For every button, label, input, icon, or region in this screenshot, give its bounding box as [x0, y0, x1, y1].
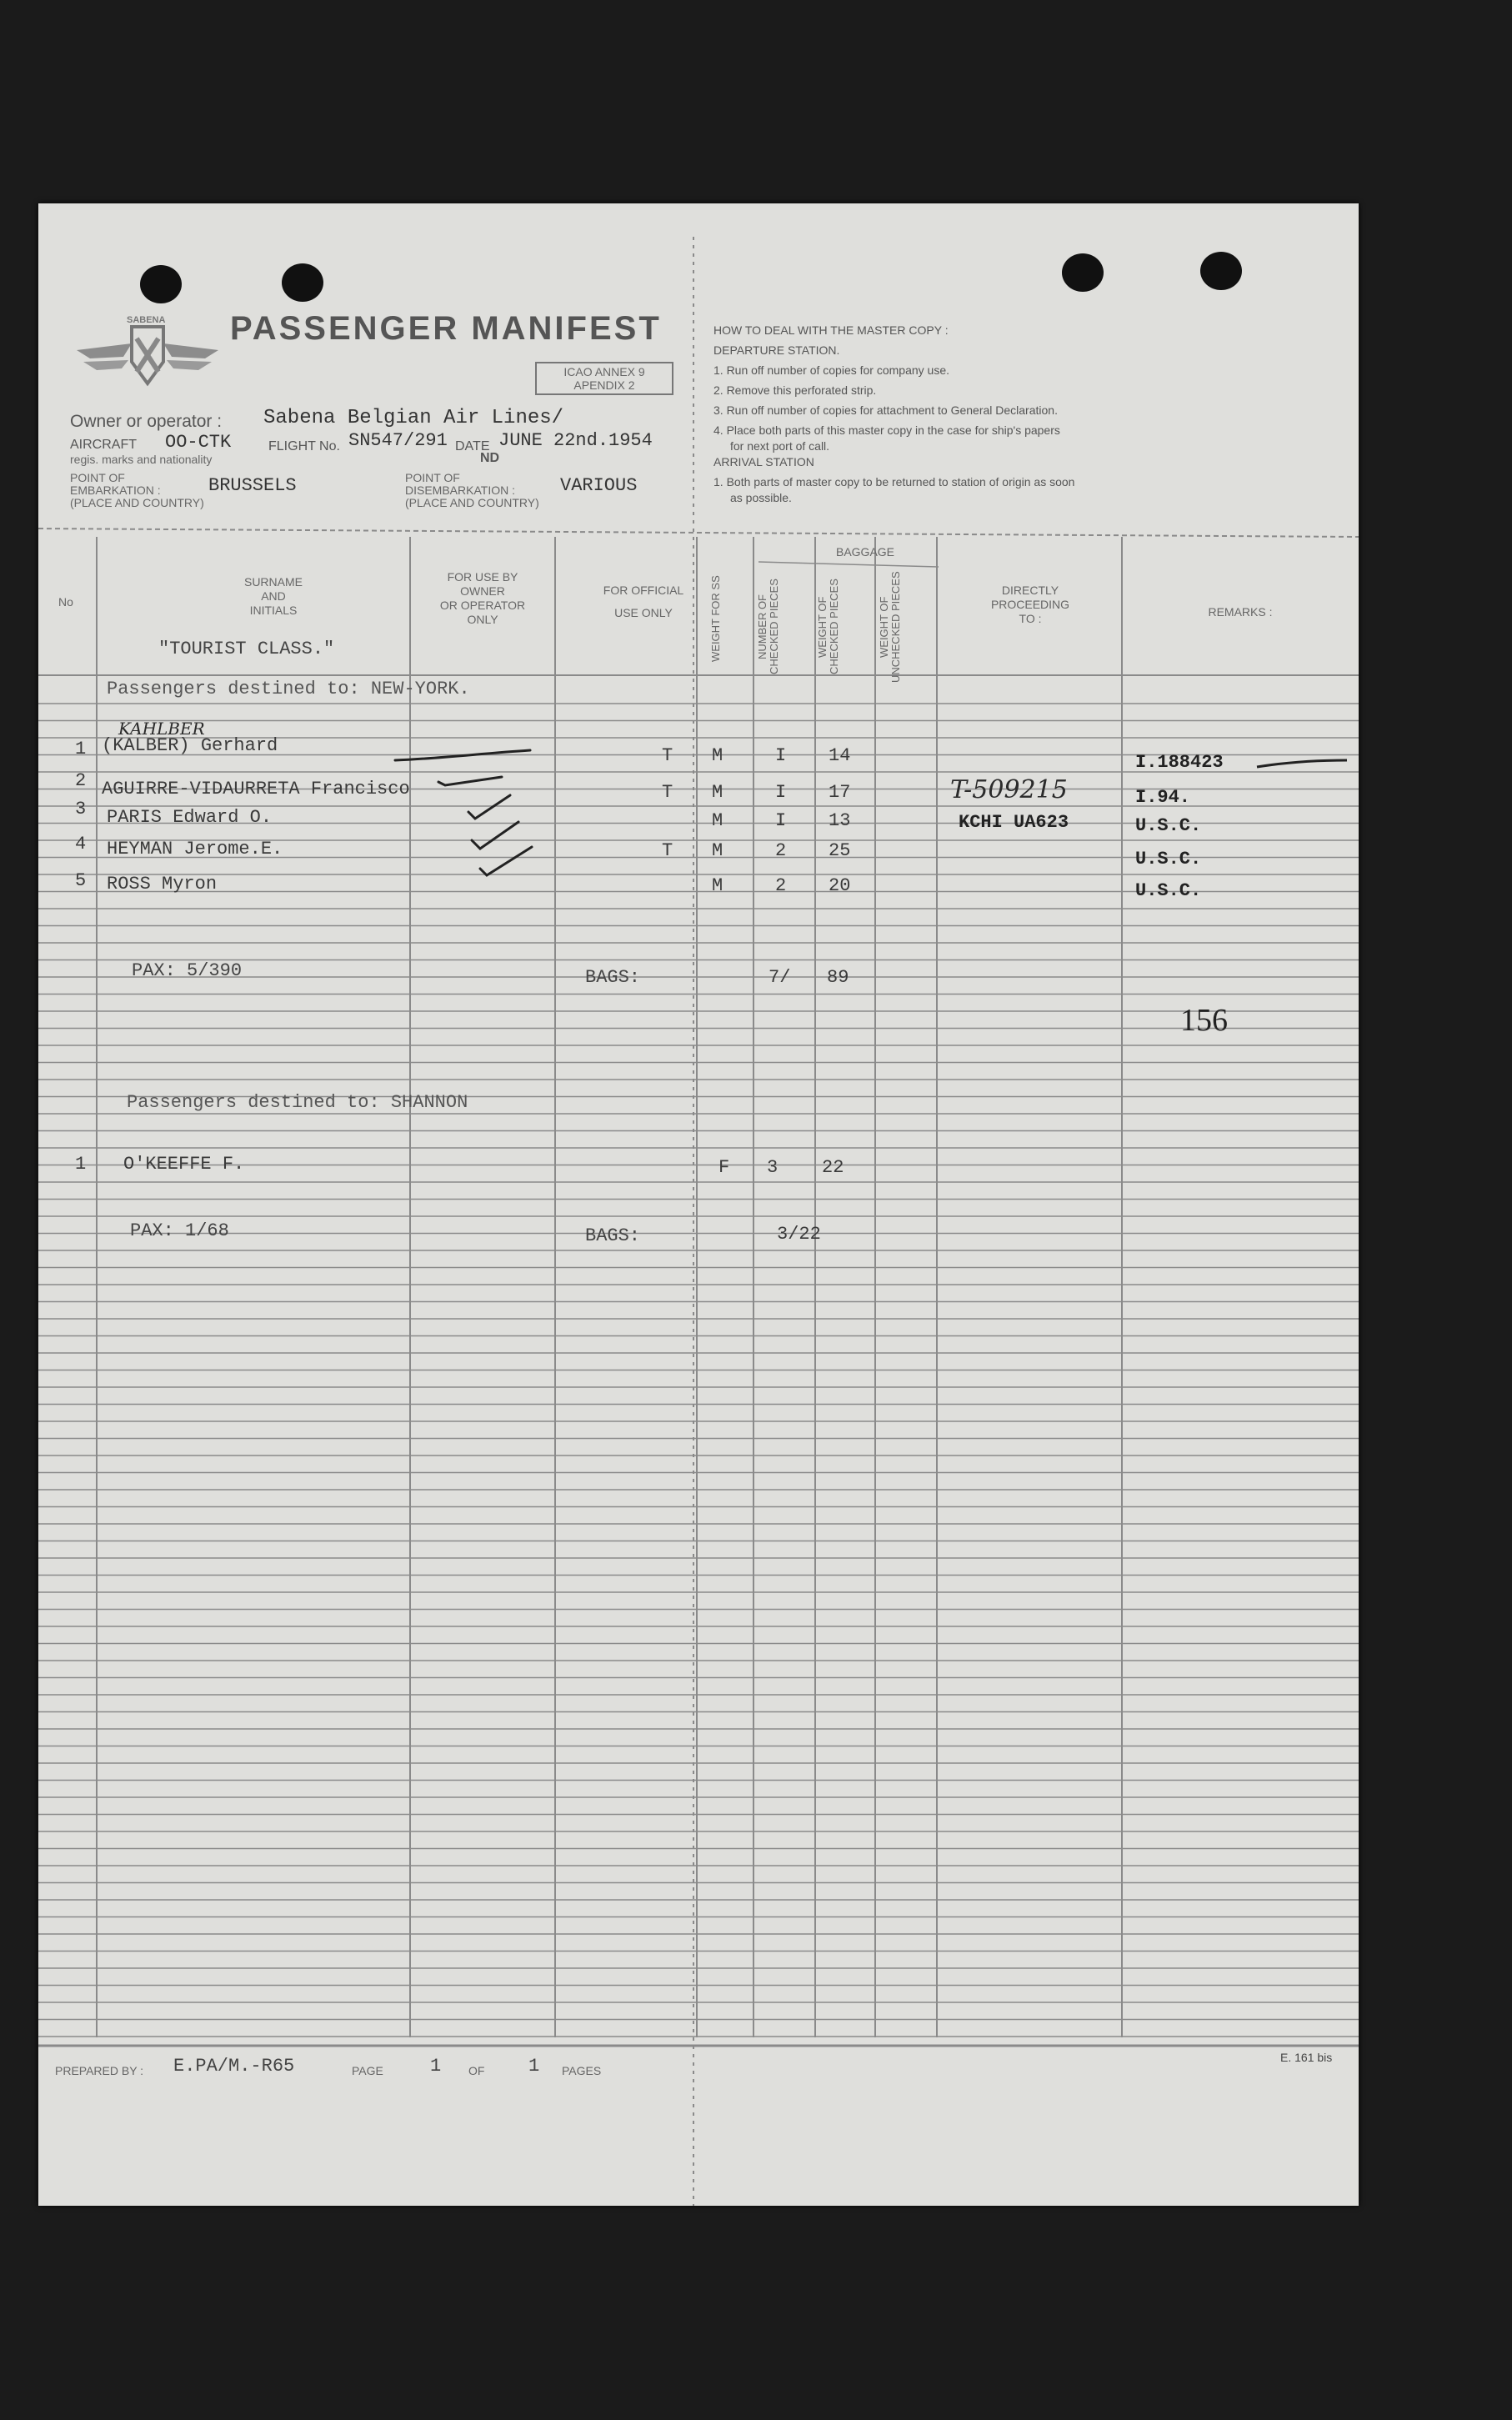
disembark-label-1: POINT OF	[405, 471, 460, 484]
row-name: PARIS Edward O.	[107, 807, 273, 828]
col-header-surname-3: INITIALS	[249, 604, 298, 617]
remark-underline	[1255, 754, 1355, 774]
row-weight: 22	[822, 1157, 844, 1178]
embark-label	[70, 472, 204, 509]
col-header-directly	[937, 584, 1124, 626]
col-header-official-1: FOR OFFICIAL	[603, 584, 684, 597]
instruction-line: 1. Both parts of master copy to be returned to station of origin as soon	[713, 475, 1075, 489]
col-header-weight: WEIGHT FOR SS	[709, 575, 722, 662]
col-header-directly-3: TO :	[1019, 612, 1042, 625]
of-label: OF	[468, 2064, 485, 2077]
embark-label-3: (PLACE AND COUNTRY)	[70, 496, 204, 509]
row-no: 1	[75, 739, 87, 759]
row-weight: 14	[829, 745, 851, 766]
instruction-line: as possible.	[730, 491, 792, 504]
check-marks	[347, 725, 563, 892]
row-pieces: I	[775, 810, 787, 831]
row-pieces: 2	[775, 875, 787, 896]
col-header-surname-2: AND	[261, 589, 286, 603]
col-header-owner-use-1: FOR USE BY	[447, 570, 518, 584]
instruction-line: 1. Run off number of copies for company use.	[713, 363, 950, 377]
row-name: ROSS Myron	[107, 874, 218, 894]
bags-weight: 89	[827, 967, 849, 988]
disembark-label	[405, 472, 539, 509]
embark-label-1: POINT OF	[70, 471, 125, 484]
manifest-sheet	[38, 203, 1359, 2206]
aircraft-value: OO-CTK	[165, 432, 232, 453]
form-code: E. 161 bis	[1280, 2051, 1333, 2064]
row-pieces: 3	[767, 1157, 779, 1178]
row-sex: M	[712, 875, 723, 896]
row-remark: I.188423	[1135, 752, 1224, 773]
row-pieces: I	[775, 782, 787, 803]
date-value: JUNE 22nd.1954	[498, 430, 653, 451]
row-weight: 13	[829, 810, 851, 831]
col-header-official	[555, 584, 732, 620]
bags-total: 3/22	[777, 1224, 821, 1245]
row-weight: 25	[829, 840, 851, 861]
row-class: T	[662, 840, 673, 861]
bags-pieces: 7/	[769, 967, 791, 988]
row-sex: M	[712, 782, 723, 803]
col-header-checked-weight: WEIGHT OF CHECKED PIECES	[816, 579, 840, 675]
col-header-unchecked-weight: WEIGHT OF UNCHECKED PIECES	[878, 571, 902, 683]
row-destination: KCHI UA623	[959, 812, 1069, 833]
row-sex: M	[712, 840, 723, 861]
page-label: PAGE	[352, 2064, 383, 2077]
embark-label-2: EMBARKATION :	[70, 483, 161, 497]
disembark-label-2: DISEMBARKATION :	[405, 483, 515, 497]
aircraft-sublabel: regis. marks and nationality	[70, 453, 213, 466]
row-no: 4	[75, 834, 87, 854]
handwritten-name: KAHLBER	[118, 719, 205, 739]
flight-value: SN547/291	[348, 430, 448, 451]
row-class: T	[662, 745, 673, 766]
instruction-line: DEPARTURE STATION.	[713, 343, 840, 357]
col-header-no: No	[58, 595, 73, 609]
row-no: 5	[75, 870, 87, 891]
col-header-directly-2: PROCEEDING	[990, 598, 1070, 611]
row-name: HEYMAN Jerome.E.	[107, 839, 283, 859]
master-copy-instructions	[713, 320, 1297, 504]
handwritten-total: 156	[1180, 1003, 1228, 1038]
col-header-owner-use-4: ONLY	[467, 613, 498, 626]
col-header-checked-pieces: NUMBER OF CHECKED PIECES	[756, 579, 780, 675]
date-mark: ND	[480, 451, 500, 465]
icao-box	[535, 362, 673, 395]
col-header-owner-use-2: OWNER	[460, 584, 505, 598]
class-label: "TOURIST CLASS."	[158, 639, 335, 659]
prepared-value: E.PA/M.-R65	[173, 2056, 295, 2077]
row-sex: M	[712, 745, 723, 766]
col-header-directly-1: DIRECTLY	[1001, 584, 1059, 597]
col-header-baggage: BAGGAGE	[835, 545, 895, 559]
instruction-line: 4. Place both parts of this master copy in the case for ship's papers	[713, 423, 1060, 437]
pages-label: PAGES	[562, 2064, 602, 2077]
aircraft-label: AIRCRAFT	[70, 438, 137, 452]
row-remark: U.S.C.	[1135, 849, 1202, 869]
bags-label: BAGS:	[585, 967, 641, 988]
row-pieces: 2	[775, 840, 787, 861]
col-header-remarks: REMARKS :	[1208, 605, 1273, 619]
logo-text: SABENA	[127, 315, 166, 325]
sabena-logo	[73, 310, 222, 393]
row-name: (KALBER) Gerhard	[102, 735, 278, 756]
owner-value: Sabena Belgian Air Lines/	[263, 407, 564, 429]
flight-label: FLIGHT No.	[268, 439, 340, 453]
instruction-line: 3. Run off number of copies for attachment to General Declaration.	[713, 403, 1058, 417]
pax-total: PAX: 5/390	[132, 960, 243, 981]
icao-line-1: ICAO ANNEX 9	[563, 365, 645, 378]
instruction-line: HOW TO DEAL WITH THE MASTER COPY :	[713, 323, 949, 337]
row-no: 1	[75, 1154, 87, 1175]
of-value: 1	[528, 2056, 540, 2077]
row-pieces: I	[775, 745, 787, 766]
pax-total: PAX: 1/68	[130, 1220, 229, 1241]
page-title: PASSENGER MANIFEST	[230, 310, 662, 347]
row-sex: M	[712, 810, 723, 831]
col-header-surname-1: SURNAME	[243, 575, 303, 589]
row-remark: U.S.C.	[1135, 880, 1202, 901]
row-class: T	[662, 782, 673, 803]
row-weight: 17	[829, 782, 851, 803]
instruction-line: 2. Remove this perforated strip.	[713, 383, 877, 397]
row-name: O'KEEFFE F.	[123, 1154, 245, 1175]
date-label: DATE	[455, 439, 490, 453]
instruction-line: ARRIVAL STATION	[713, 455, 814, 468]
handwritten-ticket: T-509215	[950, 775, 1068, 804]
section-heading: Passengers destined to: NEW-YORK.	[107, 679, 470, 699]
bags-label: BAGS:	[585, 1225, 641, 1246]
disembark-value: VARIOUS	[560, 475, 638, 496]
owner-label: Owner or operator :	[70, 412, 223, 431]
row-remark: I.94.	[1135, 787, 1191, 808]
row-no: 2	[75, 770, 87, 791]
row-name: AGUIRRE-VIDAURRETA Francisco	[102, 779, 410, 799]
col-header-owner-use	[412, 570, 553, 627]
icao-line-2: APENDIX 2	[573, 378, 635, 392]
row-weight: 20	[829, 875, 851, 896]
page-value: 1	[430, 2056, 442, 2077]
row-sex: F	[718, 1157, 730, 1178]
disembark-label-3: (PLACE AND COUNTRY)	[405, 496, 539, 509]
row-no: 3	[75, 799, 87, 819]
table-grid	[38, 203, 1359, 2206]
col-header-official-2: USE ONLY	[614, 606, 673, 619]
col-header-owner-use-3: OR OPERATOR	[439, 599, 526, 612]
prepared-label: PREPARED BY :	[55, 2064, 144, 2077]
section-heading: Passengers destined to: SHANNON	[127, 1092, 468, 1113]
instruction-line: for next port of call.	[730, 439, 830, 453]
col-header-surname	[100, 575, 447, 618]
row-remark: U.S.C.	[1135, 815, 1202, 836]
embark-value: BRUSSELS	[208, 475, 297, 496]
